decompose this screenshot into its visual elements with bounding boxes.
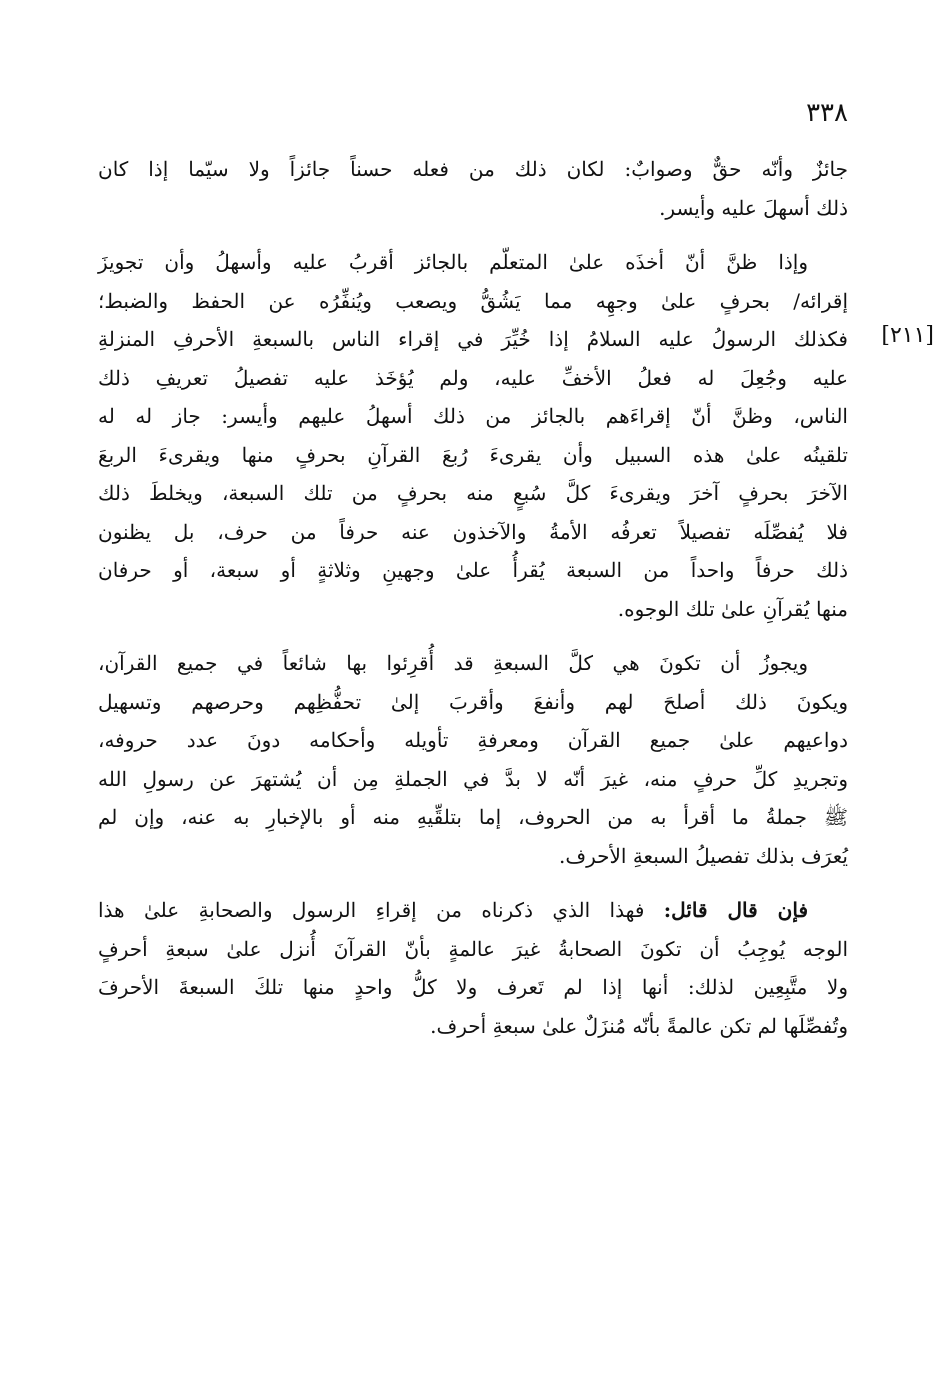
text-line: إقرائه/ بحرفٍ علىٰ وجهِه مما يَشُقُّ ويصعب ويُنفِّرُه عن الحفظ والضبط؛ [98, 288, 848, 313]
text-line: عليه وجُعِلَ له فعلُ الأخفِّ عليه، ولم يُؤخَذ عليه تفصيلُ تعريفِ ذلك [98, 365, 848, 390]
text-line [98, 891, 848, 930]
paragraph-lead: فإن قال قائل: [663, 898, 809, 922]
paragraph-3 [98, 644, 848, 875]
text-line: ويجوزُ أن تكونَ هي كلَّ السبعةِ قد أُقرِئوا بها شائعاً في جميع القرآن، [98, 651, 808, 675]
paragraph-1 [98, 150, 848, 227]
text-line: ولا متَّبِعِين لذلك: أنها إذا لم تَعرف ولا كلُّ واحدٍ منها تلكَ السبعةَ الأحرفَ [98, 975, 848, 999]
text-line: جائزٌ وأنّه حقٌّ وصوابٌ: لكان ذلك من فعله حسناً جائزاً ولا سيّما إذا كان [98, 157, 848, 181]
text-line: فلا يُفصِّلَه تفصيلاً تعرفُه الأمةُ والآخذون عنه حرفاً من حرف، بل يظنون [98, 519, 848, 544]
paragraph-4 [98, 891, 848, 1045]
text-line: وتُفصِّلَها لم تكن عالمةً بأنّه مُنزَلٌ علىٰ سبعةِ أحرف. [430, 1013, 848, 1038]
text-line: وإذا ظنَّ أنّ أخذَه علىٰ المتعلّم بالجائز أقربُ عليه وأسهلُ وأن تجويزَ [98, 250, 808, 274]
text-line: ويكونَ ذلك أصلحَ لهم وأنفعَ وأقربَ إلىٰ تحفُّظِهم وحرصهم وتسهيل [98, 689, 848, 714]
text-line: ذلك أسهلَ عليه وأيسر. [659, 195, 848, 220]
text-line: وتجريدِ كلِّ حرفٍ منه، غيرَ أنّه لا بدَّ في الجملةِ مِن أن يُشتهرَ عن رسولِ الله [98, 766, 848, 791]
text-line-rest: فهذا الذي ذكرناه من إقراءِ الرسول والصحابةِ علىٰ هذا [98, 898, 664, 922]
text-line: فكذلك الرسولُ عليه السلامُ إذا خُيِّرَ في إقراء الناس بالسبعةِ الأحرفِ المنزلةِ [98, 327, 848, 351]
text-line: منها يُقرآنِ علىٰ تلك الوجوه. [617, 596, 848, 621]
text-line: الوجه يُوجِبُ أن تكونَ الصحابةُ غيرَ عالمةٍ بأنّ القرآنَ أُنزل علىٰ سبعةِ أحرفٍ [98, 936, 848, 961]
text-line: دواعيهم علىٰ جميع القرآن ومعرفةِ تأويله وأحكامه دونَ عدد حروفه، [98, 728, 848, 752]
page-number: ٣٣٨ [806, 98, 848, 128]
text-line: الناس، وظنَّ أنّ إقراءَهم بالجائز من ذلك أسهلُ عليهم وأيسر: جاز له له [98, 404, 848, 428]
body-text [98, 150, 848, 1061]
paragraph-2 [98, 243, 848, 628]
text-line: يُعرَف بذلك تفصيلُ السبعةِ الأحرف. [559, 843, 848, 868]
text-line: الآخرَ بحرفٍ آخرَ ويقرىءَ كلَّ سُبعٍ منه بحرفٍ من تلك السبعة، ويخلطَ ذلك [98, 481, 848, 505]
margin-reference: [٢١١] [881, 323, 934, 348]
text-line: ﷺ جملةُ ما أقرأ به من الحروف، إما بتلقِّيهِ منه أو بالإخبارِ به عنه، وإن لم [98, 805, 848, 829]
text-line: ذلك حرفاً واحداً من السبعة يُقرأُ علىٰ وجهينِ وثلاثةٍ أو سبعة، أو حرفان [98, 558, 848, 582]
text-line: تلقينُه علىٰ هذه السبيل وأن يقرىءَ رُبعَ القرآنِ بحرفٍ منها ويقرىءَ الربعَ [98, 442, 848, 467]
